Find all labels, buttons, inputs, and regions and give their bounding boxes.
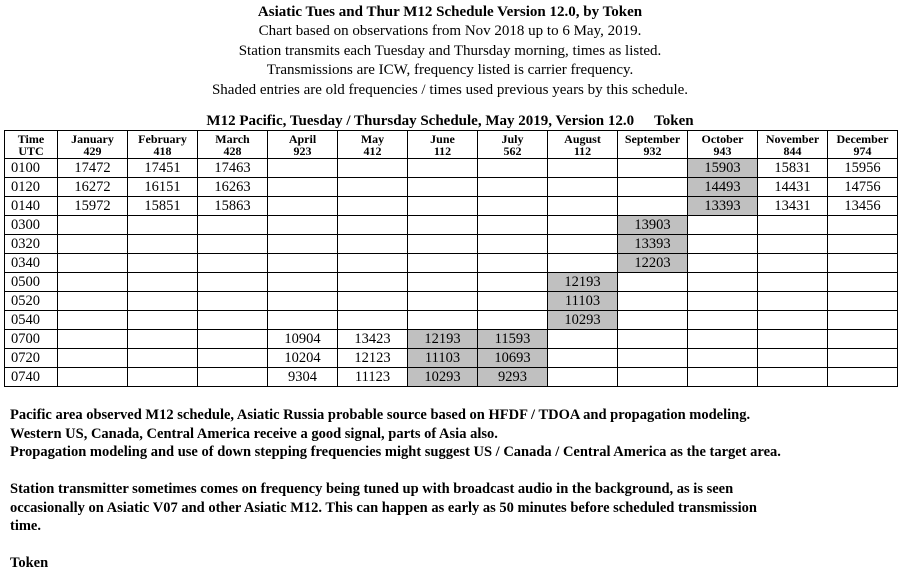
month-code: 418 <box>153 143 172 158</box>
table-row <box>5 254 898 273</box>
old-frequency-cell: 11103 <box>548 292 618 311</box>
frequency-cell <box>268 216 338 235</box>
column-header-month <box>688 131 758 159</box>
frequency-cell <box>548 178 618 197</box>
frequency-cell: 9304 <box>268 368 338 387</box>
old-frequency-cell: 10693 <box>478 349 548 368</box>
frequency-cell <box>58 330 128 349</box>
frequency-cell <box>758 292 828 311</box>
note-line: Propagation modeling and use of down stepping frequencies might suggest US / Canada / Central America as the target area. <box>10 444 781 460</box>
frequency-cell <box>618 178 688 197</box>
frequency-cell <box>548 254 618 273</box>
note-line: occasionally on Asiatic V07 and other Asiatic M12. This can happen as early as 50 minutes before scheduled transmission <box>10 499 757 516</box>
frequency-cell <box>758 273 828 292</box>
frequency-cell <box>478 216 548 235</box>
table-body <box>5 159 898 387</box>
frequency-cell <box>688 254 758 273</box>
frequency-cell <box>828 216 898 235</box>
frequency-cell <box>58 235 128 254</box>
column-header-month <box>828 131 898 159</box>
month-code: 112 <box>573 143 592 158</box>
frequency-cell <box>688 216 758 235</box>
month-name: June <box>430 131 455 146</box>
month-name: March <box>215 131 250 146</box>
month-name: January <box>71 131 114 146</box>
table-row <box>5 349 898 368</box>
frequency-cell: 12123 <box>338 349 408 368</box>
frequency-cell <box>618 349 688 368</box>
frequency-cell <box>478 311 548 330</box>
frequency-cell: 10204 <box>268 349 338 368</box>
frequency-cell <box>548 368 618 387</box>
paragraph-gap <box>10 462 890 481</box>
time-cell: 0740 <box>5 368 58 387</box>
frequency-cell <box>128 235 198 254</box>
table-row <box>5 197 898 216</box>
month-code: 844 <box>783 143 802 158</box>
time-cell: 0100 <box>5 159 58 178</box>
frequency-cell <box>198 273 268 292</box>
frequency-cell <box>688 235 758 254</box>
column-header-month <box>198 131 268 159</box>
month-code: 429 <box>83 143 102 158</box>
frequency-cell <box>478 292 548 311</box>
frequency-cell <box>478 235 548 254</box>
frequency-cell <box>828 311 898 330</box>
frequency-cell: 13423 <box>338 330 408 349</box>
column-header-month <box>548 131 618 159</box>
header-line: Station transmits each Tuesday and Thursday morning, times as listed. <box>238 42 662 59</box>
frequency-cell <box>268 159 338 178</box>
column-header-month <box>338 131 408 159</box>
frequency-cell: 11123 <box>338 368 408 387</box>
frequency-cell <box>688 330 758 349</box>
frequency-cell <box>408 254 478 273</box>
time-cell: 0340 <box>5 254 58 273</box>
time-cell: 0540 <box>5 311 58 330</box>
paragraph-gap <box>10 536 890 555</box>
old-frequency-cell: 11103 <box>408 349 478 368</box>
signature: Token <box>10 555 49 571</box>
frequency-cell: 15972 <box>58 197 128 216</box>
frequency-cell: 14431 <box>758 178 828 197</box>
table-title-author: Token <box>654 113 694 129</box>
note-line: time. <box>10 518 41 534</box>
frequency-cell <box>408 235 478 254</box>
old-frequency-cell: 13393 <box>618 235 688 254</box>
frequency-cell <box>688 349 758 368</box>
frequency-cell <box>198 368 268 387</box>
frequency-cell <box>268 254 338 273</box>
old-frequency-cell: 15903 <box>688 159 758 178</box>
frequency-cell <box>338 292 408 311</box>
frequency-cell <box>828 254 898 273</box>
header-line: Shaded entries are old frequencies / times used previous years by this schedule. <box>211 81 689 98</box>
frequency-cell <box>408 197 478 216</box>
frequency-cell <box>338 197 408 216</box>
table-row <box>5 159 898 178</box>
frequency-cell <box>828 235 898 254</box>
frequency-cell <box>338 311 408 330</box>
frequency-cell <box>338 216 408 235</box>
frequency-cell <box>128 292 198 311</box>
frequency-cell: 13456 <box>828 197 898 216</box>
month-name: November <box>765 131 820 146</box>
time-cell: 0720 <box>5 349 58 368</box>
frequency-cell <box>478 254 548 273</box>
table-header-row <box>5 131 898 159</box>
frequency-cell <box>758 216 828 235</box>
time-cell: 0700 <box>5 330 58 349</box>
frequency-cell <box>58 216 128 235</box>
frequency-cell <box>198 254 268 273</box>
column-header-month <box>58 131 128 159</box>
frequency-cell: 14756 <box>828 178 898 197</box>
table-title-text: M12 Pacific, Tuesday / Thursday Schedule, May 2019, Version 12.0 <box>206 113 635 129</box>
frequency-cell: 15851 <box>128 197 198 216</box>
month-name: August <box>564 131 601 146</box>
old-frequency-cell: 12203 <box>618 254 688 273</box>
time-cell: 0520 <box>5 292 58 311</box>
frequency-cell <box>548 330 618 349</box>
frequency-cell <box>478 159 548 178</box>
frequency-cell <box>128 349 198 368</box>
frequency-cell <box>618 330 688 349</box>
frequency-cell <box>338 254 408 273</box>
column-header-month <box>408 131 478 159</box>
frequency-cell <box>828 273 898 292</box>
schedule-table <box>4 130 898 387</box>
frequency-cell: 15863 <box>198 197 268 216</box>
frequency-cell <box>688 292 758 311</box>
table-row <box>5 311 898 330</box>
frequency-cell <box>758 254 828 273</box>
note-line: Pacific area observed M12 schedule, Asiatic Russia probable source based on HFDF / TDOA and propagation modeling. <box>10 407 751 423</box>
frequency-cell <box>548 159 618 178</box>
frequency-cell: 15831 <box>758 159 828 178</box>
frequency-cell <box>198 311 268 330</box>
frequency-cell <box>828 349 898 368</box>
header-line: Chart based on observations from Nov 2018 up to 6 May, 2019. <box>258 23 642 39</box>
frequency-cell: 10904 <box>268 330 338 349</box>
month-code: 923 <box>293 143 312 158</box>
frequency-cell: 16272 <box>58 178 128 197</box>
frequency-cell <box>58 368 128 387</box>
time-cell: 0500 <box>5 273 58 292</box>
document-title: Asiatic Tues and Thur M12 Schedule Version 12.0, by Token <box>257 4 643 20</box>
frequency-cell <box>758 235 828 254</box>
old-frequency-cell: 14493 <box>688 178 758 197</box>
frequency-cell <box>338 273 408 292</box>
frequency-cell <box>408 311 478 330</box>
old-frequency-cell: 10293 <box>408 368 478 387</box>
header-line: Transmissions are ICW, frequency listed is carrier frequency. <box>266 62 634 78</box>
old-frequency-cell: 13903 <box>618 216 688 235</box>
frequency-cell <box>198 216 268 235</box>
note-line: Western US, Canada, Central America receive a good signal, parts of Asia also. <box>10 425 498 442</box>
table-row <box>5 292 898 311</box>
frequency-cell <box>618 292 688 311</box>
frequency-cell <box>618 311 688 330</box>
frequency-cell <box>268 235 338 254</box>
column-header-time <box>5 131 58 159</box>
frequency-cell <box>548 216 618 235</box>
frequency-cell <box>478 178 548 197</box>
old-frequency-cell: 10293 <box>548 311 618 330</box>
column-header-sublabel: UTC <box>18 143 44 158</box>
month-name: December <box>836 131 889 146</box>
month-name: October <box>701 131 744 146</box>
frequency-cell <box>828 292 898 311</box>
month-code: 412 <box>363 143 382 158</box>
column-header-label: Time <box>17 131 45 146</box>
column-header-month <box>478 131 548 159</box>
frequency-cell <box>268 311 338 330</box>
frequency-cell <box>58 292 128 311</box>
notes-section <box>10 406 890 573</box>
frequency-cell <box>758 368 828 387</box>
old-frequency-cell: 11593 <box>478 330 548 349</box>
frequency-cell <box>128 216 198 235</box>
frequency-cell <box>618 159 688 178</box>
month-name: April <box>288 131 317 146</box>
old-frequency-cell: 9293 <box>478 368 548 387</box>
month-code: 112 <box>433 143 452 158</box>
frequency-cell <box>268 292 338 311</box>
table-row <box>5 235 898 254</box>
frequency-cell <box>58 311 128 330</box>
frequency-cell: 16263 <box>198 178 268 197</box>
frequency-cell <box>478 197 548 216</box>
month-code: 974 <box>853 143 872 158</box>
time-cell: 0120 <box>5 178 58 197</box>
frequency-cell <box>548 235 618 254</box>
frequency-cell <box>408 292 478 311</box>
time-cell: 0320 <box>5 235 58 254</box>
frequency-cell <box>758 330 828 349</box>
frequency-cell <box>268 197 338 216</box>
month-name: September <box>624 131 681 146</box>
old-frequency-cell: 12193 <box>408 330 478 349</box>
month-code: 428 <box>223 143 242 158</box>
column-header-month <box>758 131 828 159</box>
frequency-cell <box>198 349 268 368</box>
frequency-cell <box>618 273 688 292</box>
frequency-cell <box>268 178 338 197</box>
month-code: 562 <box>503 143 522 158</box>
table-row <box>5 216 898 235</box>
frequency-cell <box>408 273 478 292</box>
frequency-cell: 13431 <box>758 197 828 216</box>
frequency-cell <box>688 311 758 330</box>
frequency-cell <box>338 235 408 254</box>
frequency-cell <box>338 159 408 178</box>
frequency-cell <box>338 178 408 197</box>
frequency-cell: 16151 <box>128 178 198 197</box>
frequency-cell <box>268 273 338 292</box>
column-header-month <box>128 131 198 159</box>
frequency-cell <box>128 254 198 273</box>
frequency-cell <box>828 368 898 387</box>
column-header-month <box>268 131 338 159</box>
frequency-cell <box>198 330 268 349</box>
note-line: Station transmitter sometimes comes on frequency being tuned up with broadcast audio in the background, as is seen <box>10 481 734 497</box>
frequency-cell <box>688 368 758 387</box>
table-title <box>0 111 900 131</box>
table-row <box>5 178 898 197</box>
old-frequency-cell: 12193 <box>548 273 618 292</box>
frequency-cell <box>618 197 688 216</box>
frequency-cell <box>408 159 478 178</box>
time-cell: 0300 <box>5 216 58 235</box>
month-name: February <box>138 131 187 146</box>
frequency-cell <box>828 330 898 349</box>
frequency-cell <box>548 349 618 368</box>
frequency-cell <box>548 197 618 216</box>
frequency-cell <box>128 311 198 330</box>
column-header-month <box>618 131 688 159</box>
frequency-cell <box>58 254 128 273</box>
table-row <box>5 273 898 292</box>
table-row <box>5 330 898 349</box>
frequency-cell <box>408 178 478 197</box>
frequency-cell <box>758 311 828 330</box>
month-code: 932 <box>643 143 662 158</box>
frequency-cell <box>198 235 268 254</box>
frequency-cell: 17451 <box>128 159 198 178</box>
old-frequency-cell: 13393 <box>688 197 758 216</box>
frequency-cell <box>128 273 198 292</box>
time-cell: 0140 <box>5 197 58 216</box>
frequency-cell <box>58 273 128 292</box>
frequency-cell <box>58 349 128 368</box>
frequency-cell <box>758 349 828 368</box>
frequency-cell: 15956 <box>828 159 898 178</box>
month-name: May <box>360 131 385 146</box>
month-code: 943 <box>713 143 732 158</box>
frequency-cell <box>618 368 688 387</box>
document-header <box>0 2 900 100</box>
frequency-cell <box>128 330 198 349</box>
frequency-cell: 17463 <box>198 159 268 178</box>
table-row <box>5 368 898 387</box>
frequency-cell <box>688 273 758 292</box>
frequency-cell <box>198 292 268 311</box>
frequency-cell: 17472 <box>58 159 128 178</box>
frequency-cell <box>128 368 198 387</box>
frequency-cell <box>478 273 548 292</box>
month-name: July <box>501 131 524 146</box>
frequency-cell <box>408 216 478 235</box>
